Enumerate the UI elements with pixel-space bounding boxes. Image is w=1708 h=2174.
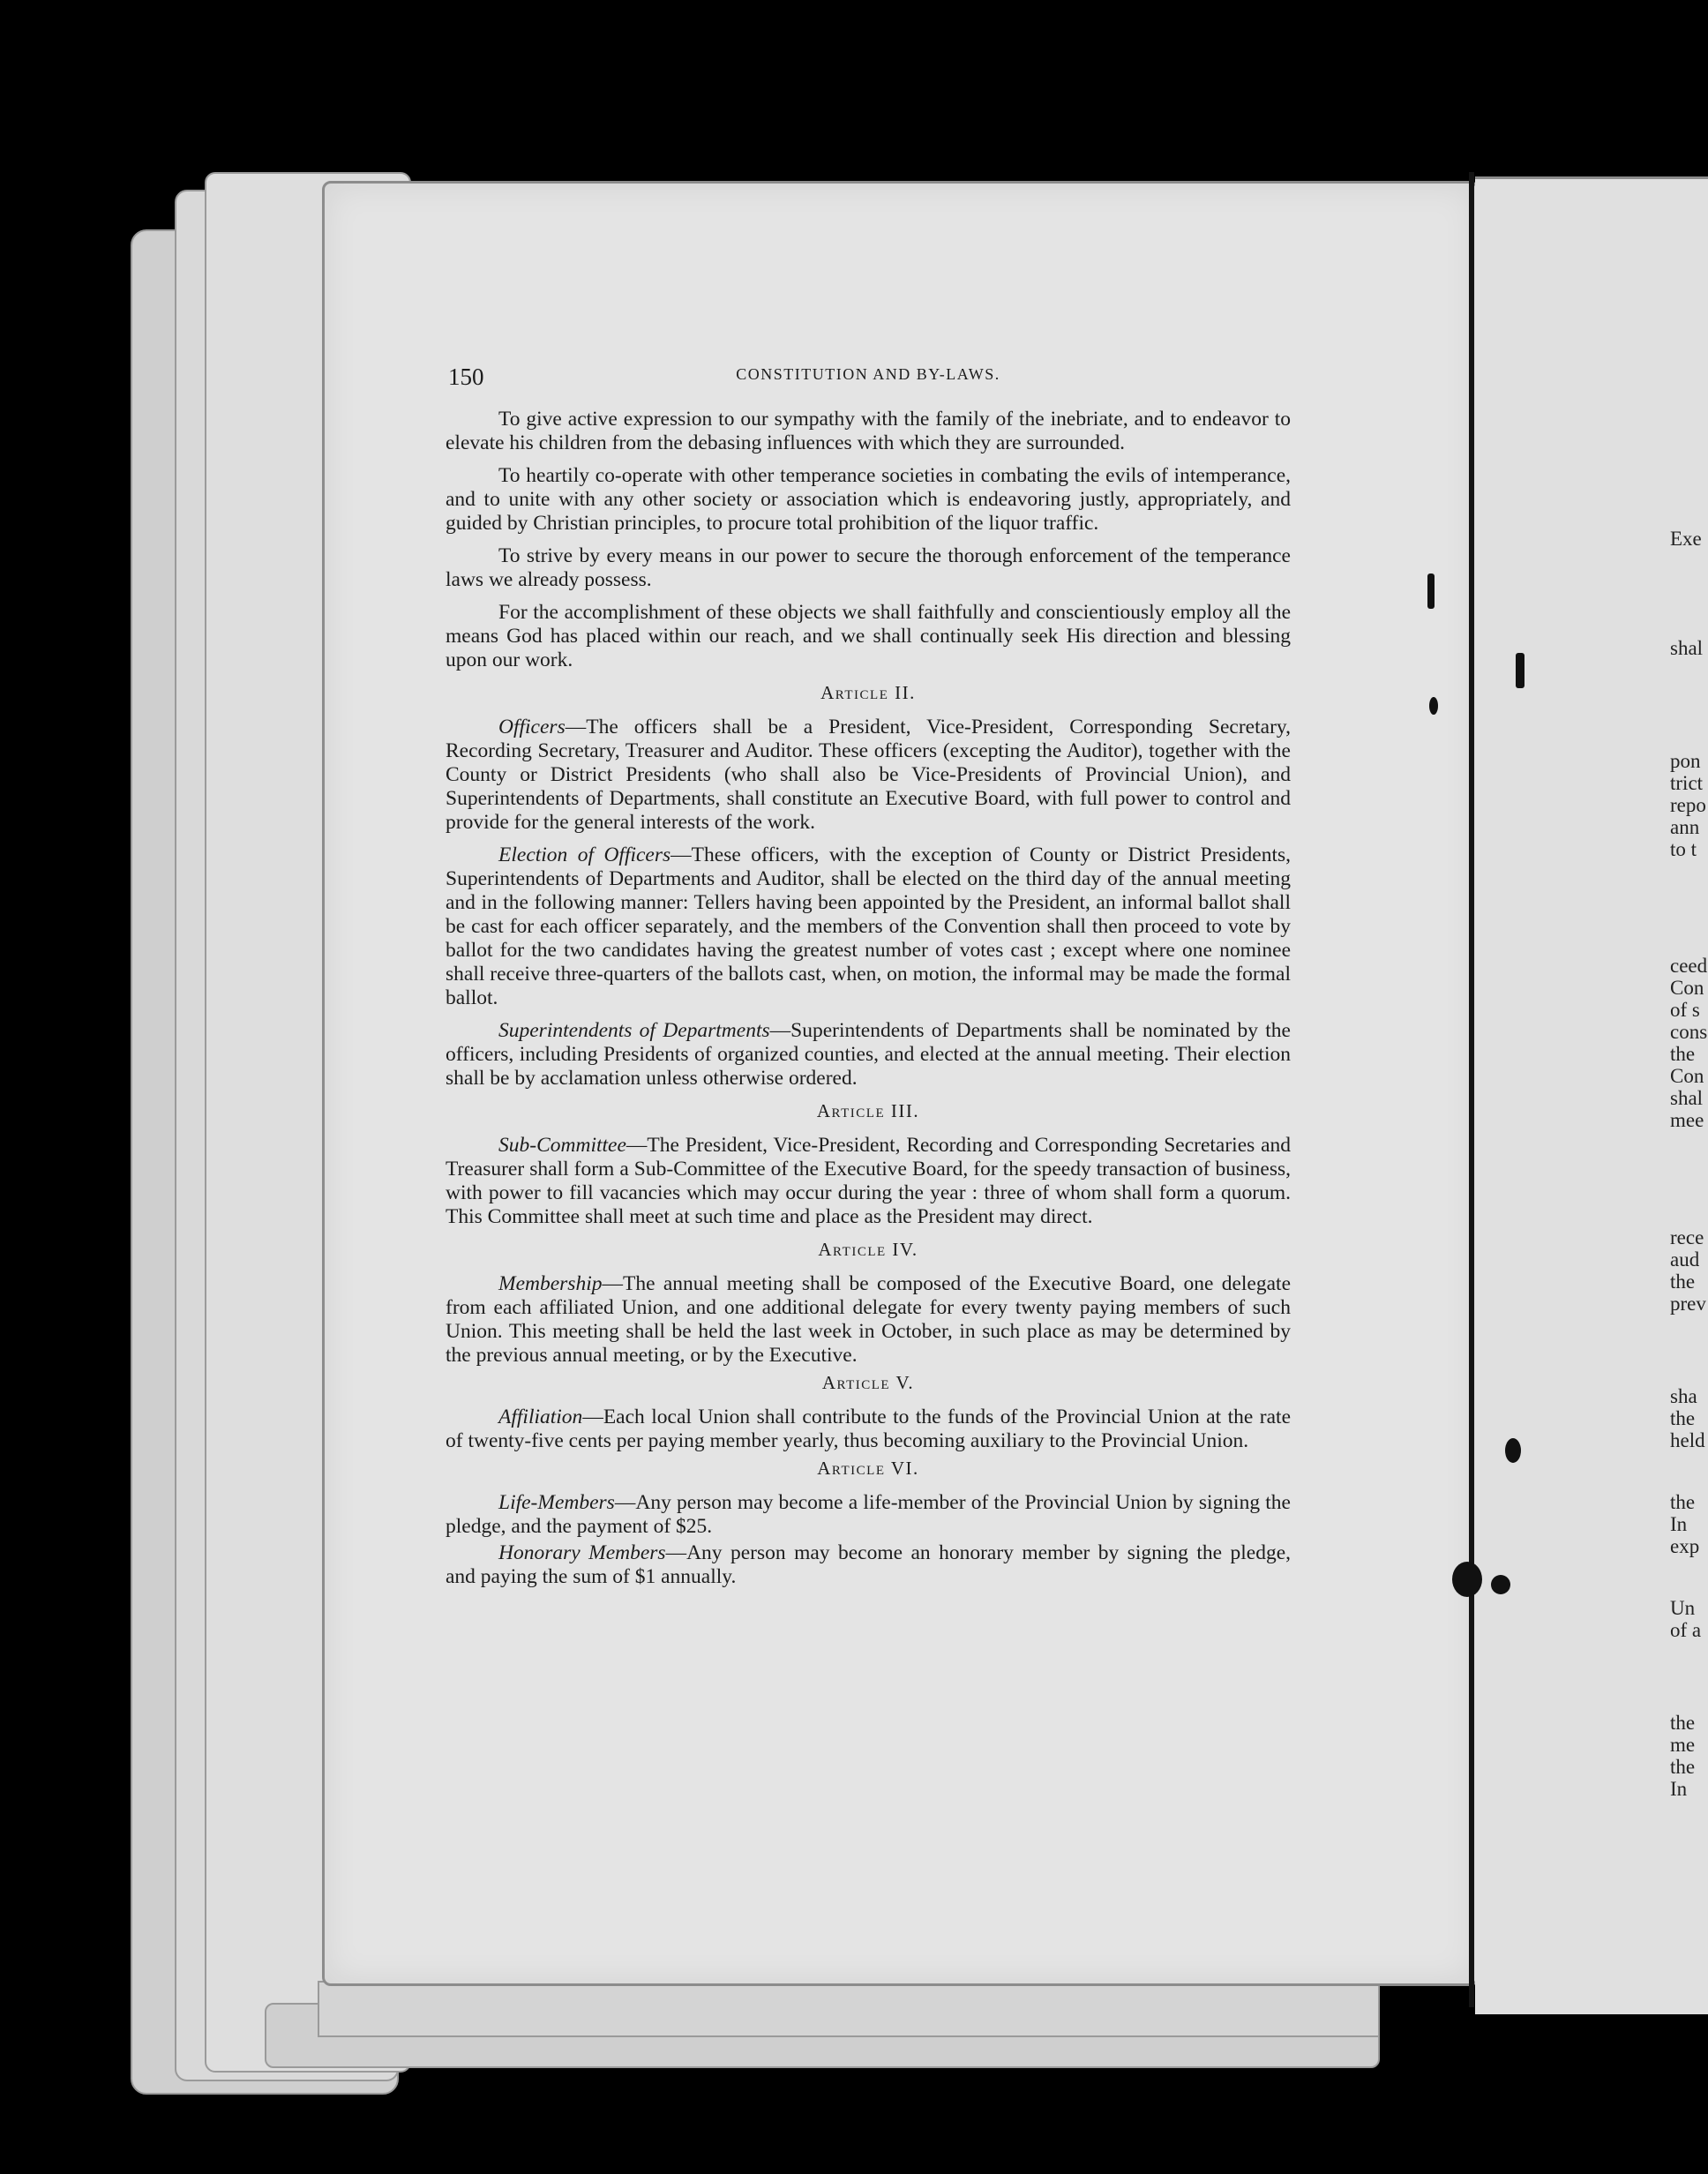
page-body — [446, 408, 1291, 1598]
paragraph: To strive by every means in our power to secure the thorough enforcement of the temperance laws we already possess. — [446, 544, 1291, 591]
running-title: CONSTITUTION AND BY-LAWS. — [736, 365, 1000, 383]
right-page-fragment: me — [1670, 1734, 1696, 1756]
ink-blot — [1452, 1562, 1482, 1597]
right-page-fragment: the — [1670, 1491, 1696, 1513]
article-heading: Article VI. — [817, 1458, 919, 1479]
article-heading: Article III. — [816, 1100, 920, 1121]
paragraph: To give active expression to our sympathy with the family of the inebriate, and to endeavor to elevate his children from the debasing influences with which they are surrounded. — [446, 408, 1291, 454]
section-lead: Affiliation — [498, 1406, 583, 1428]
right-page-fragment: Con — [1670, 1065, 1704, 1087]
right-page-fragment: the — [1670, 1756, 1696, 1778]
section-text: —These officers, with the exception of County or District Presidents, Superintendents of Departments and Auditor, shall be elected on the third day of the annual meeting and in the following manner: Tellers having been appointed by the President, an informal ballot shall be cast for each officer separately, and the members of the Convention shall then proceed to vote by ballot for the two candidates having the greatest number of votes cast ; except where one nominee shall receive three-quarters of the ballots cast, when, on motion, the informal may be made the formal ballot. — [446, 843, 1292, 1009]
section — [446, 843, 1291, 1010]
right-page-fragment: ceed — [1670, 955, 1708, 977]
binding-mark — [1429, 697, 1438, 715]
right-page-fragment: Exe — [1670, 528, 1702, 550]
section-text: —The President, Vice-President, Recording and Corresponding Secretaries and Treasurer shall form a Sub-Committee of the Executive Board, for the speedy transaction of business, with power to fill vacancies which may occur during the year : three of whom shall form a quorum. This Committee shall meet at such time and place as the President may direct. — [446, 1134, 1291, 1228]
section-text: —The annual meeting shall be composed of the Executive Board, one delegate from each affiliated Union, and one additional delegate for every twenty paying members of such Union. This meeting shall be held the last week in October, in such place as may be determined by the previous annual meeting, or by the Executive. — [446, 1272, 1291, 1367]
right-page-fragment: prev — [1670, 1293, 1706, 1315]
ink-blot — [1491, 1575, 1510, 1594]
right-page-fragment: of a — [1670, 1619, 1702, 1641]
right-page-fragment: the — [1670, 1712, 1696, 1734]
running-head — [448, 364, 1288, 390]
right-page-fragment: aud — [1670, 1248, 1700, 1271]
right-page-fragment: Un — [1670, 1597, 1696, 1619]
book-gutter — [1469, 172, 1474, 2007]
section-text: —Superintendents of Departments shall be nominated by the officers, including Presidents of organized counties, and elected at the annual meeting. Their election shall be by acclamation unless otherwise ordered. — [446, 1019, 1291, 1090]
right-page-fragment: held — [1670, 1429, 1705, 1451]
right-page-fragment: the — [1670, 1043, 1696, 1065]
section-text: —Any person may become a life-member of the Provincial Union by signing the pledge, and the payment of $25. — [446, 1491, 1291, 1538]
binding-mark — [1516, 653, 1524, 688]
section-lead: Officers — [498, 716, 566, 738]
right-page-fragment: exp — [1670, 1535, 1700, 1557]
right-page-fragment: to t — [1670, 838, 1697, 860]
paragraph: For the accomplishment of these objects we shall faithfully and conscientiously employ all the means God has placed within our reach, and we shall continually seek His direction and blessing upon our work. — [446, 601, 1291, 671]
section-lead: Sub-Committee — [498, 1134, 626, 1157]
right-page-fragment: sha — [1670, 1385, 1697, 1407]
right-page-fragment: Con — [1670, 977, 1704, 999]
section-lead: Membership — [498, 1272, 603, 1295]
article-heading: Article V. — [821, 1372, 915, 1393]
article-heading: Article IV. — [818, 1239, 918, 1260]
section-lead: Life-Members — [498, 1491, 615, 1514]
paragraph: To heartily co-operate with other temperance societies in combating the evils of intemperance, and to unite with any other society or association which is endeavoring justly, appropriately, and guided by Christian principles, to procure total prohibition of the liquor traffic. — [446, 464, 1291, 535]
section-lead: Honorary Members — [498, 1541, 666, 1564]
section — [446, 1134, 1291, 1229]
binding-mark — [1427, 573, 1435, 609]
right-page-fragment: cons — [1670, 1021, 1708, 1043]
section — [446, 1406, 1291, 1453]
right-page-fragment: In — [1670, 1513, 1688, 1535]
right-page-fragment: repo — [1670, 794, 1706, 816]
section — [446, 716, 1291, 835]
section — [446, 1541, 1291, 1589]
right-page-fragment: In — [1670, 1778, 1688, 1800]
right-page-fragment: ann — [1670, 816, 1700, 838]
right-page-fragment: the — [1670, 1407, 1696, 1429]
section-text: —Any person may become an honorary member by signing the pledge, and paying the sum of $1 annually. — [446, 1541, 1291, 1588]
page-number: 150 — [448, 364, 484, 390]
binding-mark — [1505, 1438, 1521, 1463]
article-heading: Article II. — [820, 682, 916, 703]
right-page-fragment: mee — [1670, 1109, 1704, 1131]
section-lead: Superintendents of Departments — [498, 1019, 770, 1042]
section — [446, 1491, 1291, 1539]
right-page-fragment: shal — [1670, 637, 1704, 659]
right-page-fragment: the — [1670, 1271, 1696, 1293]
section-text: —Each local Union shall contribute to the funds of the Provincial Union at the rate of twenty-five cents per paying member yearly, thus becoming auxiliary to the Provincial Union. — [446, 1406, 1291, 1452]
section — [446, 1019, 1291, 1091]
right-page-fragment: shal — [1670, 1087, 1704, 1109]
right-page-fragment: rece — [1670, 1226, 1704, 1248]
right-page-fragment: trict — [1670, 772, 1704, 794]
section-lead: Election of Officers — [498, 843, 671, 866]
section — [446, 1272, 1291, 1368]
right-page-fragment: of s — [1670, 999, 1700, 1021]
section-text: —The officers shall be a President, Vice-President, Corresponding Secretary, Recording Secretary, Treasurer and Auditor. These officers (excepting the Auditor), together with the County or District Presidents (who shall also be Vice-Presidents of Provincial Union), and Superintendents of Departments, shall constitute an Executive Board, with full power to control and provide for the general interests of the work. — [446, 716, 1291, 834]
right-page-fragment: pon — [1670, 750, 1701, 772]
page-stack-bottom-edge — [318, 1981, 1380, 2037]
